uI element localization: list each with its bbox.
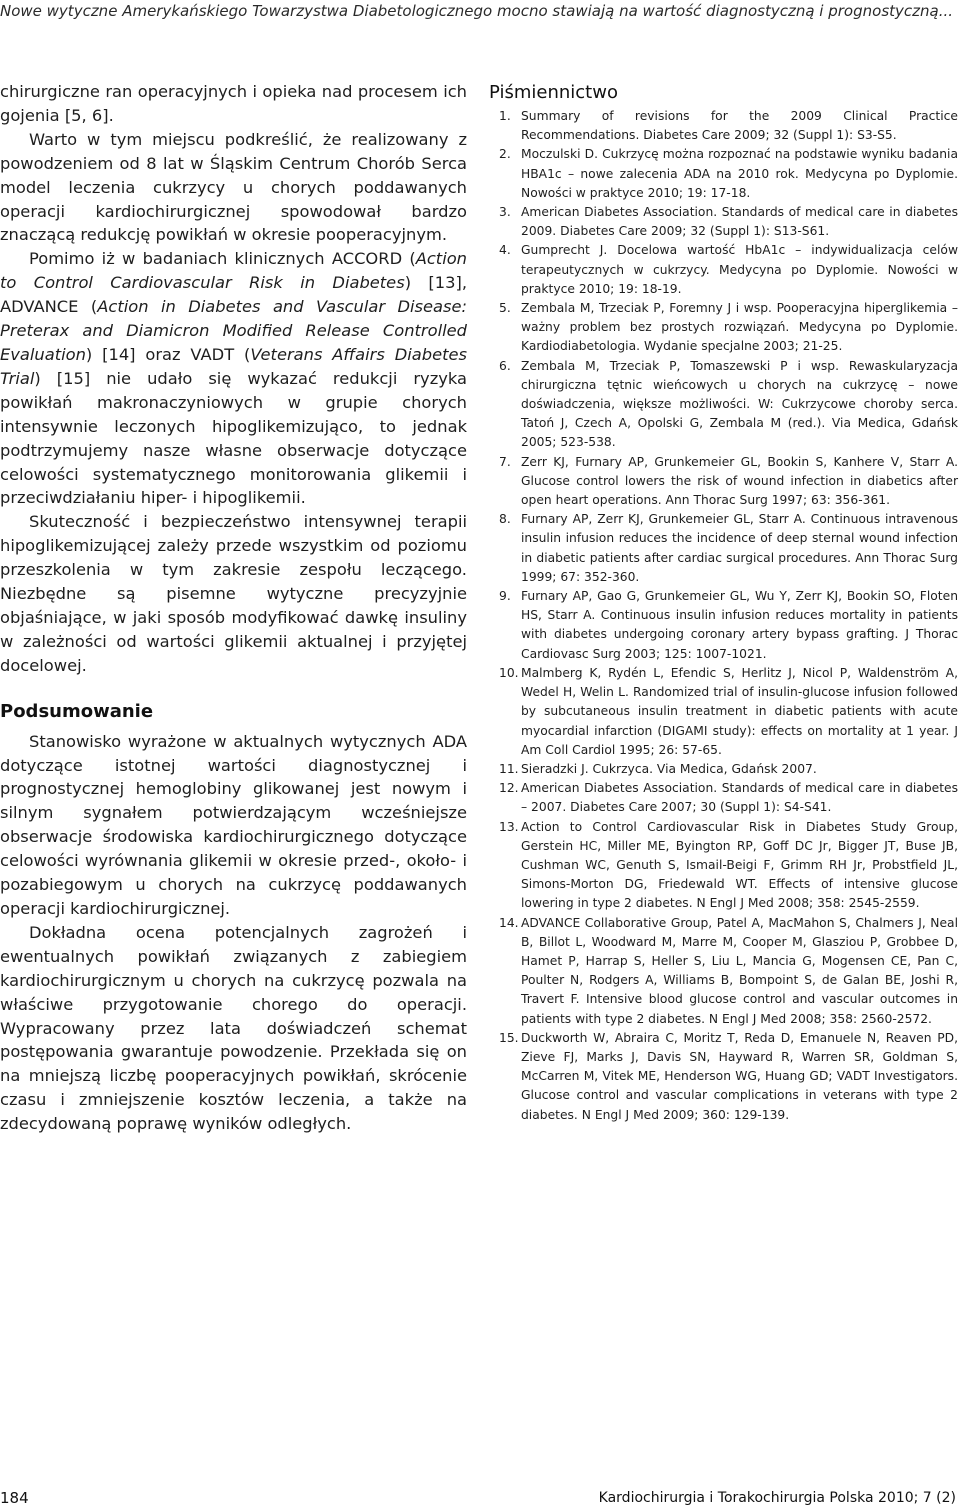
reference-number: 12. bbox=[499, 781, 519, 796]
p3-text-b: ) [13], ADVANCE ( bbox=[0, 273, 468, 317]
reference-number: 15. bbox=[499, 1030, 519, 1045]
reference-item bbox=[489, 818, 958, 914]
paragraph-1: chirurgiczne ran operacyjnych i opieka nad procesem ich gojenia [5, 6]. bbox=[0, 82, 467, 125]
reference-text: Zembala M, Trzeciak P, Foremny J i wsp. Pooperacyjna hiperglikemia – ważny problem bez prostych rozwiązań. Medycyna po Dyplomie. Kardiodiabetologia. Wydanie specjalne 2003; 21-25. bbox=[521, 301, 958, 354]
p3-text-c: ) [14] oraz VADT ( bbox=[85, 344, 251, 364]
reference-item bbox=[489, 760, 958, 779]
reference-number: 11. bbox=[499, 761, 519, 776]
paragraph-6: Dokładna ocena potencjalnych zagrożeń i ewentualnych powikłań związanych z zabiegiem kardiochirurgicznym u chorych na cukrzycę pozwala na właściwe przygotowanie chorego do operacji. Wypracowany przez lata doświadczeń schemat postępowania gwarantuje powodzenie. Przekłada się on na mniejszą liczbę pooperacyjnych powikłań, skrócenie czasu i zmniejszenie kosztów leczenia, a także na zdecydowaną poprawę wyników odległych. bbox=[0, 922, 467, 1134]
reference-number: 7. bbox=[499, 454, 511, 469]
reference-number: 13. bbox=[499, 819, 519, 834]
reference-text: Furnary AP, Gao G, Grunkemeier GL, Wu Y, Zerr KJ, Bookin SO, Floten HS, Starr A. Continuous insulin infusion reduces mortality in patients with diabetes undergoing coronary artery bypass grafting. J Thorac Cardiovasc Surg 2003; 125: 1007-1021. bbox=[521, 589, 958, 661]
reference-item bbox=[489, 664, 958, 760]
reference-item bbox=[489, 203, 958, 241]
reference-item bbox=[489, 510, 958, 587]
reference-number: 10. bbox=[499, 665, 519, 680]
references-list bbox=[489, 107, 958, 1125]
p3-vadt-name: Veterans Affairs Diabetes Trial bbox=[0, 344, 467, 388]
reference-text: Summary of revisions for the 2009 Clinical Practice Recommendations. Diabetes Care 2009; 32 (Suppl 1): S3-S5. bbox=[521, 109, 958, 143]
reference-number: 6. bbox=[499, 358, 511, 373]
p3-accord-name: Action to Control Cardiovascular Risk in Diabetes bbox=[0, 249, 467, 293]
reference-number: 5. bbox=[499, 301, 511, 316]
reference-text: Zerr KJ, Furnary AP, Grunkemeier GL, Bookin S, Kanhere V, Starr A. Glucose control lowers the risk of wound infection in diabetics after open heart operations. Ann Thorac Surg 1997; 63: 356-361. bbox=[521, 454, 958, 508]
paragraph-2: Warto w tym miejscu podkreślić, że realizowany z powodzeniem od 8 lat w Śląskim Centrum Chorób Serca model leczenia cukrzycy u chorych poddawanych operacji kardiochirurgicznej spowodował bardzo znaczącą redukcję powikłań w okresie pooperacyjnym. bbox=[0, 129, 467, 245]
reference-text: American Diabetes Association. Standards of medical care in diabetes – 2007. Diabetes Care 2007; 30 (Suppl 1): S4-S41. bbox=[521, 781, 958, 815]
reference-text: Moczulski D. Cukrzycę można rozpoznać na podstawie wyniku badania HBA1c – nowe zalecenia ADA na 2010 rok. Medycyna po Dyplomie. Nowości w praktyce 2010; 19: 17-18. bbox=[521, 147, 958, 200]
reference-text: Duckworth W, Abraira C, Moritz T, Reda D, Emanuele N, Reaven PD, Zieve FJ, Marks J, Davis SN, Hayward R, Warren SR, Goldman S, McCarren M, Vitek ME, Henderson WG, Huang GD; VADT Investigators. Glucose control and vascular complications in veterans with type 2 diabetes. N Engl J Med 2009; 360: 129-139. bbox=[521, 1030, 958, 1122]
summary-heading: Podsumowanie bbox=[0, 700, 154, 722]
paragraph-3 bbox=[0, 247, 467, 510]
reference-number: 9. bbox=[499, 589, 511, 604]
p3-text-d: ) [15] nie udało się wykazać redukcji ryzyka powikłań makronaczyniowych w grupie chorych intensywnie leczonych hipoglikemizująco, to jednak podtrzymujemy nasze własne obserwacje dotyczące celowości systematycznego monitorowania glikemii i przeciwdziałaniu hiper- i hipoglikemii. bbox=[0, 368, 467, 508]
reference-text: American Diabetes Association. Standards of medical care in diabetes 2009. Diabetes Care 2009; 32 (Suppl 1): S13-S61. bbox=[521, 205, 958, 239]
reference-item bbox=[489, 241, 958, 299]
reference-item bbox=[489, 145, 958, 203]
reference-item bbox=[489, 914, 958, 1029]
p3-text-a: Pomimo iż w badaniach klinicznych ACCORD ( bbox=[29, 249, 416, 269]
journal-footer bbox=[599, 1488, 956, 1508]
references-heading: Piśmiennictwo bbox=[489, 82, 618, 103]
reference-item bbox=[489, 357, 958, 453]
reference-item bbox=[489, 107, 958, 145]
reference-number: 1. bbox=[499, 109, 511, 123]
paragraph-4: Skuteczność i bezpieczeństwo intensywnej terapii hipoglikemizującej zależy przede wszystkim od poziomu przeszkolenia w tym zakresie zespołu leczącego. Niezbędne są pisemne wytyczne precyzyjnie objaśniające, w jaki sposób modyfikować dawkę insuliny w zależności od wartości glikemii aktualnej i przyjętej docelowej. bbox=[0, 512, 467, 675]
reference-number: 4. bbox=[499, 243, 511, 258]
reference-number: 14. bbox=[499, 915, 519, 930]
journal-issue: 2010; 7 (2) bbox=[873, 1490, 956, 1506]
reference-text: Malmberg K, Rydén L, Efendic S, Herlitz J, Nicol P, Waldenström A, Wedel H, Welin L. Randomized trial of insulin-glucose infusion followed by subcutaneous insulin treatment in diabetic patients with acute myocardial infarction (DIGAMI study): effects on mortality at 1 year. J Am Coll Cardiol 1995; 26: 57-65. bbox=[521, 665, 958, 757]
reference-text: ADVANCE Collaborative Group, Patel A, MacMahon S, Chalmers J, Neal B, Billot L, Woodward M, Marre M, Cooper M, Glasziou P, Grobbee D, Hamet P, Harrap S, Heller S, Liu L, Mancia G, Mogensen CE, Pan C, Poulter N, Rodgers A, Williams B, Bompoint S, de Galan BE, Joshi R, Travert F. Intensive blood glucose control and vascular outcomes in patients with type 2 diabetes. N Engl J Med 2008; 358: 2560-2572. bbox=[521, 915, 958, 1026]
references-column bbox=[489, 82, 958, 1125]
reference-text: Sieradzki J. Cukrzyca. Via Medica, Gdańsk 2007. bbox=[521, 761, 817, 776]
reference-text: Gumprecht J. Docelowa wartość HbA1c – indywidualizacja celów terapeutycznych w cukrzycy. Medycyna po Dyplomie. Nowości w praktyce 2010; 19: 18-19. bbox=[521, 243, 958, 296]
reference-number: 8. bbox=[499, 512, 511, 527]
reference-item bbox=[489, 587, 958, 664]
reference-number: 2. bbox=[499, 147, 511, 162]
running-header: Nowe wytyczne Amerykańskiego Towarzystwa Diabetologicznego mocno stawiają na wartość diagnostyczną i prognostyczną... bbox=[0, 2, 954, 20]
reference-item bbox=[489, 299, 958, 357]
reference-item bbox=[489, 1029, 958, 1125]
paragraph-5: Stanowisko wyrażone w aktualnych wytycznych ADA dotyczące istotnej wartości diagnostycznej i prognostycznej hemoglobiny glikowanej jest nowym i silnym sygnałem potwierdzającym wcześniejsze obserwacje środowiska kardiochirurgicznego dotyczące celowości wyrównania glikemii w okresie przed-, około- i pozabiegowym u chorych na cukrzycę poddawanych operacji kardiochirurgicznej. bbox=[0, 731, 467, 918]
reference-number: 3. bbox=[499, 205, 511, 220]
p3-advance-name: Action in Diabetes and Vascular Disease: Preterax and Diamicron Modified Release Controlled Evaluation bbox=[0, 297, 467, 364]
reference-item bbox=[489, 453, 958, 511]
journal-name: Kardiochirurgia i Torakochirurgia Polska bbox=[598, 1490, 874, 1506]
reference-text: Action to Control Cardiovascular Risk in Diabetes Study Group, Gerstein HC, Miller ME, Byington RP, Goff DC Jr, Bigger JT, Buse JB, Cushman WC, Genuth S, Ismail-Beigi F, Grimm RH Jr, Probstfield JL, Simons-Morton DG, Friedewald WT. Effects of intensive glucose lowering in type 2 diabetes. N Engl J Med 2008; 358: 2545-2559. bbox=[521, 819, 958, 911]
reference-text: Zembala M, Trzeciak P, Tomaszewski P i wsp. Rewaskularyzacja chirurgiczna tętnic wieńcowych u chorych na cukrzycę – nowe doświadczenia, większe możliwości. W: Cukrzycowe choroby serca. Tatoń J, Czech A, Opolski G, Zembala M (red.). Via Medica, Gdańsk 2005; 523-538. bbox=[521, 358, 958, 450]
reference-text: Furnary AP, Zerr KJ, Grunkemeier GL, Starr A. Continuous intravenous insulin infusion reduces the incidence of deep sternal wound infection in diabetic patients after cardiac surgical procedures. Ann Thorac Surg 1999; 67: 352-360. bbox=[521, 512, 958, 584]
main-text-column bbox=[0, 80, 467, 1136]
page-number: 184 bbox=[0, 1489, 29, 1507]
reference-item bbox=[489, 779, 958, 817]
